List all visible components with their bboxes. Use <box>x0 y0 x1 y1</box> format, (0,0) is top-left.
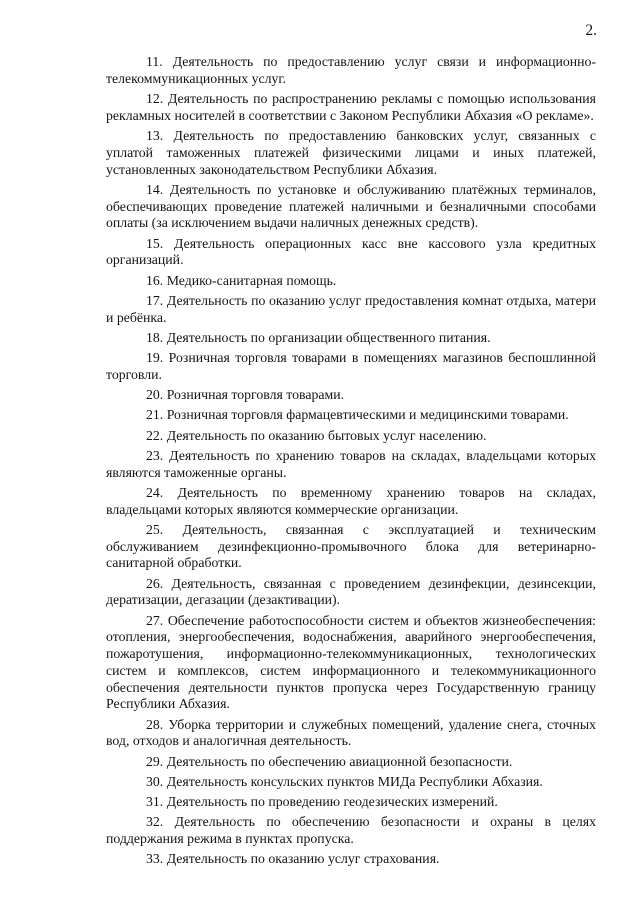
list-item: 32. Деятельность по обеспечению безопасности и охраны в целях поддержания режима в пунктах пропуска. <box>106 814 596 846</box>
list-item: 23. Деятельность по хранению товаров на складах, владельцами которых являются таможенные органы. <box>106 447 596 480</box>
list-item: 33. Деятельность по оказанию услуг страхования. <box>146 851 440 867</box>
page-number: 2. <box>585 22 597 39</box>
list-item: 15. Деятельность операционных касс вне кассового узла кредитных организаций. <box>106 235 596 268</box>
list-item: 27. Обеспечение работоспособности систем и объектов жизнеобеспечения: отопления, энергообеспечения, водоснабжения, аварийного энергообеспечения, пожаротушения, информационно-телекоммуникационных, технологических систем и комплексов, систем информационного и телекоммуникационного обеспечения деятельности пунктов пропуска через Государственную границу Республики Абхазия. <box>106 612 596 712</box>
list-item: 19. Розничная торговля товарами в помещениях магазинов беспошлинной торговли. <box>106 350 596 382</box>
list-item: 13. Деятельность по предоставлению банковских услуг, связанных с уплатой таможенных платежей физическими лицами и иных платежей, установленных законодательством Республики Абхазия. <box>106 128 596 177</box>
list-item: 12. Деятельность по распространению рекламы с помощью использования рекламных носителей в соответствии с Законом Республики Абхазия «О рекламе». <box>106 91 596 123</box>
list-item: 21. Розничная торговля фармацевтическими и медицинскими товарами. <box>146 407 569 423</box>
list-item: 18. Деятельность по организации общественного питания. <box>146 329 491 345</box>
list-item: 11. Деятельность по предоставлению услуг связи и информационно-телекоммуникационных услуг. <box>106 54 596 86</box>
list-item: 16. Медико-санитарная помощь. <box>146 272 337 288</box>
list-item: 29. Деятельность по обеспечению авиационной безопасности. <box>146 753 513 769</box>
list-item: 14. Деятельность по установке и обслуживанию платёжных терминалов, обеспечивающих проведение платежей наличными и безналичными способами оплаты (за исключением выдачи наличных денежных средств). <box>106 181 596 231</box>
list-item: 17. Деятельность по оказанию услуг предоставления комнат отдыха, матери и ребёнка. <box>106 292 596 325</box>
document-body <box>106 54 596 872</box>
list-item: 26. Деятельность, связанная с проведением дезинфекции, дезинсекции, дератизации, дегазации (дезактивации). <box>106 575 596 608</box>
list-item: 22. Деятельность по оказанию бытовых услуг населению. <box>146 427 487 443</box>
list-item: 31. Деятельность по проведению геодезических измерений. <box>146 794 498 809</box>
list-item: 25. Деятельность, связанная с эксплуатацией и техническим обслуживанием дезинфекционно-промывочного блока для ветеринарно-санитарной обработки. <box>106 521 596 571</box>
list-item: 24. Деятельность по временному хранению товаров на складах, владельцами которых являются коммерческие организации. <box>106 484 596 517</box>
list-item: 30. Деятельность консульских пунктов МИДа Республики Абхазия. <box>146 773 543 789</box>
list-item: 20. Розничная торговля товарами. <box>146 387 345 402</box>
list-item: 28. Уборка территории и служебных помещений, удаление снега, сточных вод, отходов и аналогичная деятельность. <box>106 716 596 749</box>
